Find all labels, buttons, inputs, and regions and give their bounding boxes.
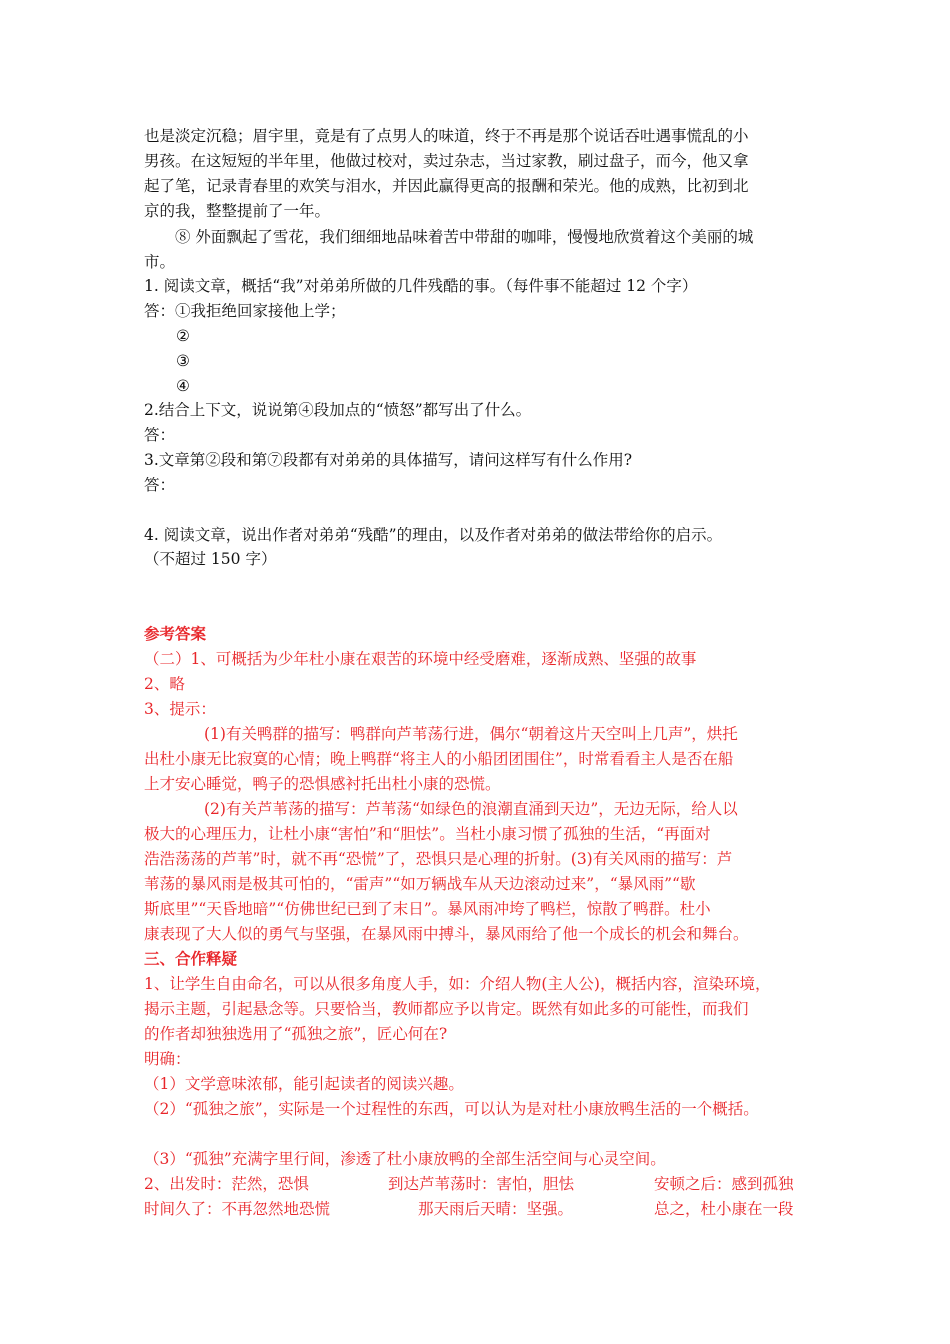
answer-item2-col1: 时间久了：不再忽然地恐慌 [144, 1200, 331, 1218]
answer-item2-col1: 2、出发时：茫然，恐惧 [144, 1175, 309, 1193]
answer-line: （1）文学意味浓郁，能引起读者的阅读兴趣。 [144, 1075, 464, 1093]
answer-line: 出杜小康无比寂寞的心情；晚上鸭群“将主人的小船团团围住”，时常看看主人是否在船 [144, 750, 734, 768]
answer-line: 揭示主题，引起悬念等。只要恰当，教师都应予以肯定。既然有如此多的可能性，而我们 [144, 1000, 749, 1018]
answer-line: 苇荡的暴风雨是极其可怕的，“雷声”“如万辆战车从天边滚动过来”，“暴风雨”“歇 [144, 875, 696, 893]
answer-item2-col2: 到达芦苇荡时：害怕，胆怯 [388, 1175, 575, 1193]
story-line: 男孩。在这短短的半年里，他做过校对，卖过杂志，当过家教，刷过盘子，而今，他又拿 [144, 152, 749, 170]
question-4-limit: （不超过 150 字） [144, 550, 277, 568]
answer-line: 的作者却独独选用了“孤独之旅”，匠心何在? [144, 1025, 448, 1043]
answer-line: 明确： [144, 1050, 191, 1068]
question-4: 4. 阅读文章，说出作者对弟弟“残酷”的理由，以及作者对弟弟的做法带给你的启示。 [144, 526, 723, 544]
question-3-answer: 答： [144, 476, 176, 494]
question-2-answer: 答： [144, 426, 176, 444]
answers-heading: 参考答案 [144, 624, 207, 643]
section-3-heading: 三、合作释疑 [144, 949, 238, 968]
answer-line: 康表现了大人似的勇气与坚强，在暴风雨中搏斗，暴风雨给了他一个成长的机会和舞台。 [144, 925, 749, 943]
answer-line: 2、略 [144, 675, 185, 693]
answer-line: 1、让学生自由命名，可以从很多角度人手，如：介绍人物(主人公)，概括内容，渲染环境， [144, 975, 771, 993]
story-line: 京的我，整整提前了一年。 [144, 202, 331, 220]
answer-blank: ② [176, 327, 190, 345]
question-1: 1. 阅读文章，概括“我”对弟弟所做的几件残酷的事。（每件事不能超过 12 个字） [144, 277, 698, 295]
answer-item2-col2: 那天雨后天晴：坚强。 [418, 1200, 574, 1218]
answer-item2-col3: 安顿之后：感到孤独 [654, 1175, 794, 1193]
answer-item2-col3: 总之，杜小康在一段 [654, 1200, 794, 1218]
answer-line: 3、提示： [144, 700, 216, 718]
answer-blank: ③ [176, 352, 190, 370]
story-line: 市。 [144, 253, 176, 271]
question-1-answer: 答：①我拒绝回家接他上学； [144, 302, 346, 320]
story-line: ⑧ 外面飘起了雪花，我们细细地品味着苦中带甜的咖啡，慢慢地欣赏着这个美丽的城 [175, 228, 754, 246]
answer-line: （二）1、可概括为少年杜小康在艰苦的环境中经受磨难，逐渐成熟、坚强的故事 [144, 650, 697, 668]
question-2: 2.结合上下文，说说第④段加点的“愤怒”都写出了什么。 [144, 401, 532, 419]
answer-line: 斯底里”“天昏地暗”“仿佛世纪已到了末日”。暴风雨冲垮了鸭栏，惊散了鸭群。杜小 [144, 900, 711, 918]
answer-line: （3）“孤独”充满字里行间，渗透了杜小康放鸭的全部生活空间与心灵空间。 [144, 1150, 666, 1168]
question-3: 3.文章第②段和第⑦段都有对弟弟的具体描写，请问这样写有什么作用? [144, 451, 633, 469]
answer-line: (1)有关鸭群的描写：鸭群向芦苇荡行进，偶尔“朝着这片天空叫上几声”，烘托 [204, 725, 738, 743]
answer-line: (2)有关芦苇荡的描写：芦苇荡“如绿色的浪潮直涌到天边”，无边无际，给人以 [204, 800, 738, 818]
story-line: 也是淡定沉稳；眉宇里，竟是有了点男人的味道，终于不再是那个说话吞吐遇事慌乱的小 [144, 127, 749, 145]
answer-line: （2）“孤独之旅”，实际是一个过程性的东西，可以认为是对杜小康放鸭生活的一个概括。 [144, 1100, 759, 1118]
answer-line: 浩浩荡荡的芦苇”时，就不再“恐慌”了，恐惧只是心理的折射。(3)有关风雨的描写：芦 [144, 850, 733, 868]
answer-line: 上才安心睡觉，鸭子的恐惧感衬托出杜小康的恐慌。 [144, 775, 501, 793]
answer-line: 极大的心理压力，让杜小康“害怕”和“胆怯”。当杜小康习惯了孤独的生活，“再面对 [144, 825, 711, 843]
story-line: 起了笔，记录青春里的欢笑与泪水，并因此赢得更高的报酬和荣光。他的成熟，比初到北 [144, 177, 749, 195]
answer-blank: ④ [176, 377, 190, 395]
